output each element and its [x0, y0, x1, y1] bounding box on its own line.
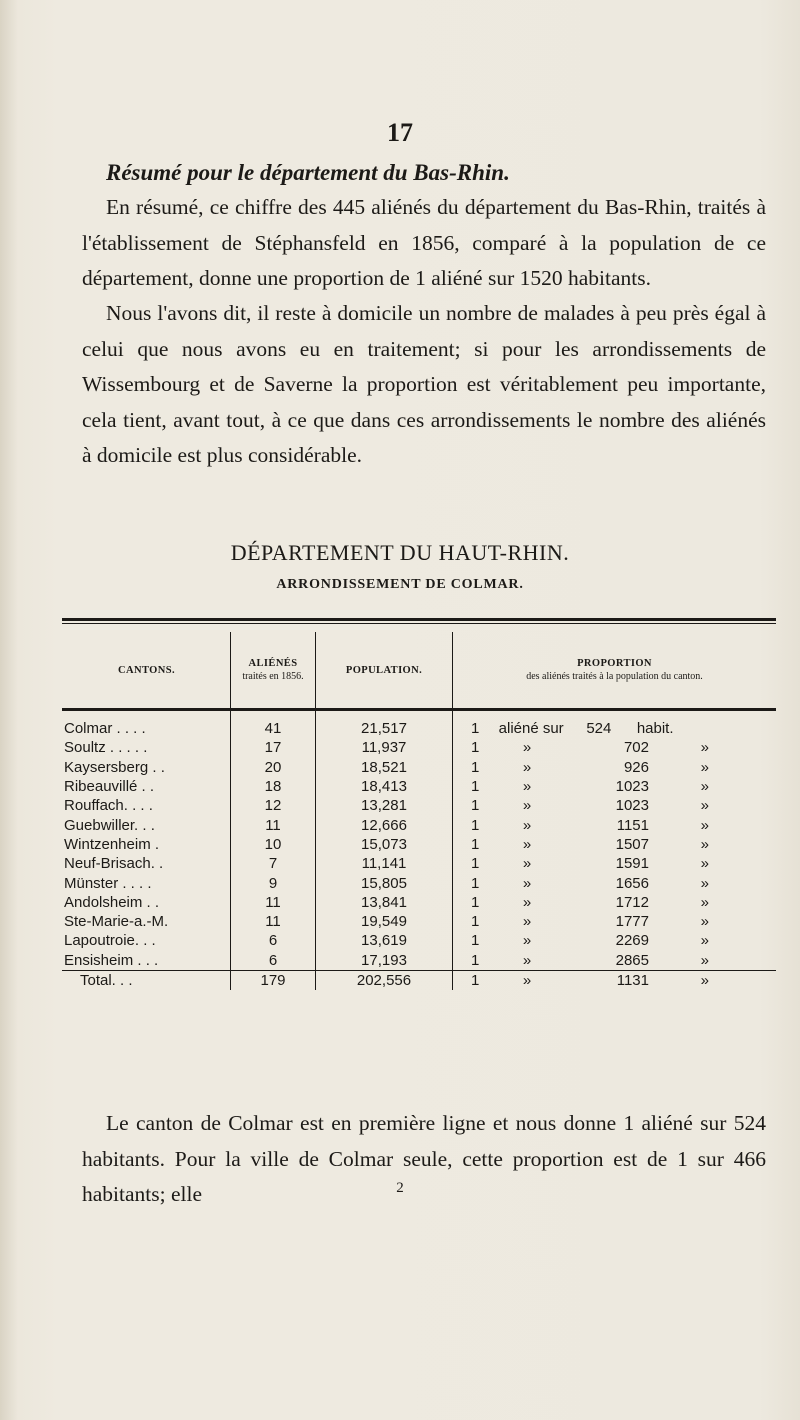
cell-proportion: [453, 970, 777, 990]
table-total-row: [62, 970, 776, 990]
cell-canton: Andolsheim . .: [62, 893, 231, 912]
cell-canton: Kaysersberg . .: [62, 758, 231, 777]
cell-canton: Ribeauvillé . .: [62, 777, 231, 796]
proportion-one: 1: [471, 855, 480, 873]
cell-canton: Münster . . . .: [62, 873, 231, 892]
table-row: [62, 758, 776, 777]
proportion-word: »: [522, 855, 532, 873]
cell-alienes: 11: [231, 815, 316, 834]
proportion-one: 1: [471, 720, 480, 738]
table-body: [62, 710, 776, 991]
cell-proportion: [453, 758, 777, 777]
proportion-word: »: [522, 797, 532, 815]
cell-proportion: [453, 951, 777, 971]
cell-proportion: [453, 738, 777, 757]
table-row: [62, 835, 776, 854]
proportion-unit: »: [700, 758, 709, 776]
proportion-word: »: [522, 778, 532, 796]
proportion-word: »: [522, 739, 532, 757]
table-header-row: [62, 632, 776, 710]
proportion-unit: »: [700, 874, 709, 892]
cell-proportion: [453, 796, 777, 815]
proportion-unit: »: [700, 932, 709, 950]
cell-canton: Guebwiller. . .: [62, 815, 231, 834]
cell-population: 13,281: [316, 796, 453, 815]
cell-alienes: 179: [231, 970, 316, 990]
cell-population: 11,141: [316, 854, 453, 873]
proportion-number: 2269: [615, 932, 649, 950]
cell-canton: Neuf-Brisach. .: [62, 854, 231, 873]
cell-canton: Lapoutroie. . .: [62, 931, 231, 950]
proportion-one: 1: [471, 816, 480, 834]
proportion-word: »: [522, 874, 532, 892]
header-proportion: PROPORTION des aliénés traités à la population du canton.: [453, 632, 777, 710]
header-alienes: ALIÉNÉS traités en 1856.: [231, 632, 316, 710]
cell-canton: Total. . .: [62, 970, 231, 990]
cell-proportion: [453, 854, 777, 873]
cell-population: 18,413: [316, 777, 453, 796]
table-row: [62, 815, 776, 834]
page-number: 17: [387, 118, 413, 147]
proportion-word: »: [522, 835, 532, 853]
proportion-unit: »: [700, 797, 709, 815]
table-row: [62, 912, 776, 931]
proportion-word: »: [522, 913, 532, 931]
cell-population: 21,517: [316, 710, 453, 739]
proportion-number: 1023: [615, 797, 649, 815]
proportion-unit: »: [700, 739, 709, 757]
cell-population: 15,073: [316, 835, 453, 854]
table-row: [62, 893, 776, 912]
proportion-one: 1: [471, 951, 480, 969]
proportion-one: 1: [471, 778, 480, 796]
cell-proportion: [453, 835, 777, 854]
table-row: [62, 777, 776, 796]
section-heading: Résumé pour le département du Bas-Rhin.: [106, 160, 510, 185]
cell-population: 202,556: [316, 970, 453, 990]
proportion-one: 1: [471, 739, 480, 757]
cell-alienes: 12: [231, 796, 316, 815]
cell-population: 19,549: [316, 912, 453, 931]
cell-alienes: 7: [231, 854, 316, 873]
paragraph-colmar: Le canton de Colmar est en première ligne et nous donne 1 aliéné sur 524 habitants. Pour la ville de Colmar seule, cette proportion est de 1 sur 466 habitants; elle: [82, 1111, 766, 1207]
proportion-unit: »: [700, 778, 709, 796]
table-title: DÉPARTEMENT DU HAUT-RHIN.: [230, 540, 570, 565]
proportion-unit: »: [700, 913, 709, 931]
cell-alienes: 17: [231, 738, 316, 757]
cell-canton: Colmar . . . .: [62, 710, 231, 739]
cell-population: 17,193: [316, 951, 453, 971]
proportion-word: aliéné sur: [498, 720, 564, 738]
header-alienes-sub: traités en 1856.: [242, 671, 304, 682]
cell-canton: Rouffach. . . .: [62, 796, 231, 815]
header-proportion-sub: des aliénés traités à la population du canton.: [526, 671, 703, 682]
cell-alienes: 11: [231, 912, 316, 931]
signature-mark: 2: [396, 1180, 404, 1196]
proportion-unit: »: [700, 835, 709, 853]
cell-population: 13,841: [316, 893, 453, 912]
proportion-unit: »: [700, 972, 709, 989]
table-row: [62, 738, 776, 757]
table-top-rule: [62, 618, 776, 624]
proportion-number: 1131: [616, 972, 649, 989]
table-row: [62, 931, 776, 950]
proportion-unit: »: [700, 893, 709, 911]
proportion-number: 1777: [615, 913, 649, 931]
cell-canton: Soultz . . . . .: [62, 738, 231, 757]
proportion-one: 1: [471, 932, 480, 950]
cell-population: 11,937: [316, 738, 453, 757]
proportion-word: »: [522, 951, 532, 969]
table-row: [62, 873, 776, 892]
cell-canton: Ste-Marie-a.-M.: [62, 912, 231, 931]
cell-canton: Ensisheim . . .: [62, 951, 231, 971]
proportion-unit: »: [700, 816, 709, 834]
proportion-number: 1023: [615, 778, 649, 796]
proportion-one: 1: [471, 797, 480, 815]
cell-alienes: 41: [231, 710, 316, 739]
table-row: [62, 796, 776, 815]
cell-alienes: 6: [231, 931, 316, 950]
cell-population: 18,521: [316, 758, 453, 777]
proportion-number: 1591: [615, 855, 649, 873]
proportion-unit: »: [700, 951, 709, 969]
table-row: [62, 951, 776, 971]
cell-proportion: [453, 710, 777, 739]
cell-alienes: 9: [231, 873, 316, 892]
proportion-number: 1656: [615, 874, 649, 892]
proportion-number: 702: [623, 739, 649, 757]
cell-population: 13,619: [316, 931, 453, 950]
proportion-number: 1507: [615, 835, 649, 853]
cell-alienes: 6: [231, 951, 316, 971]
proportion-word: »: [522, 758, 532, 776]
proportion-number: 1151: [616, 816, 649, 834]
proportion-one: 1: [471, 835, 480, 853]
proportion-word: »: [522, 972, 532, 989]
cell-proportion: [453, 912, 777, 931]
cell-proportion: [453, 873, 777, 892]
statistics-table: [62, 632, 776, 990]
proportion-number: 2865: [615, 951, 649, 969]
proportion-number: 1712: [615, 893, 649, 911]
proportion-one: 1: [471, 874, 480, 892]
header-cantons: CANTONS.: [62, 632, 231, 710]
table-subtitle: ARRONDISSEMENT DE COLMAR.: [276, 577, 524, 592]
cell-alienes: 18: [231, 777, 316, 796]
paragraph-domicile: Nous l'avons dit, il reste à domicile un nombre de malades à peu près égal à celui que nous avons eu en traitement; si pour les arrondissements de Wissembourg et de Saverne la proportion est véritablement peu importante, cela tient, avant tout, à ce que dans ces arrondissements le nombre des aliénés à domicile est plus considérable.: [82, 301, 766, 468]
proportion-one: 1: [471, 758, 480, 776]
cell-proportion: [453, 777, 777, 796]
table-row: [62, 710, 776, 739]
cell-alienes: 10: [231, 835, 316, 854]
proportion-one: 1: [471, 893, 480, 911]
cell-alienes: 11: [231, 893, 316, 912]
cell-alienes: 20: [231, 758, 316, 777]
header-population: POPULATION.: [316, 632, 453, 710]
cell-proportion: [453, 815, 777, 834]
paragraph-summary: En résumé, ce chiffre des 445 aliénés du département du Bas-Rhin, traités à l'établissement de Stéphansfeld en 1856, comparé à la population de ce département, donne une proportion de 1 aliéné sur 1520 habitants.: [82, 195, 766, 291]
cell-population: 15,805: [316, 873, 453, 892]
cell-proportion: [453, 931, 777, 950]
proportion-one: 1: [471, 913, 480, 931]
cell-canton: Wintzenheim .: [62, 835, 231, 854]
proportion-one: 1: [471, 972, 480, 989]
cell-population: 12,666: [316, 815, 453, 834]
proportion-word: »: [522, 932, 532, 950]
proportion-unit: habit.: [636, 720, 674, 738]
proportion-number: 524: [586, 720, 612, 738]
proportion-unit: »: [700, 855, 709, 873]
table-row: [62, 854, 776, 873]
cell-proportion: [453, 893, 777, 912]
proportion-number: 926: [623, 758, 649, 776]
proportion-word: »: [522, 816, 532, 834]
proportion-word: »: [522, 893, 532, 911]
